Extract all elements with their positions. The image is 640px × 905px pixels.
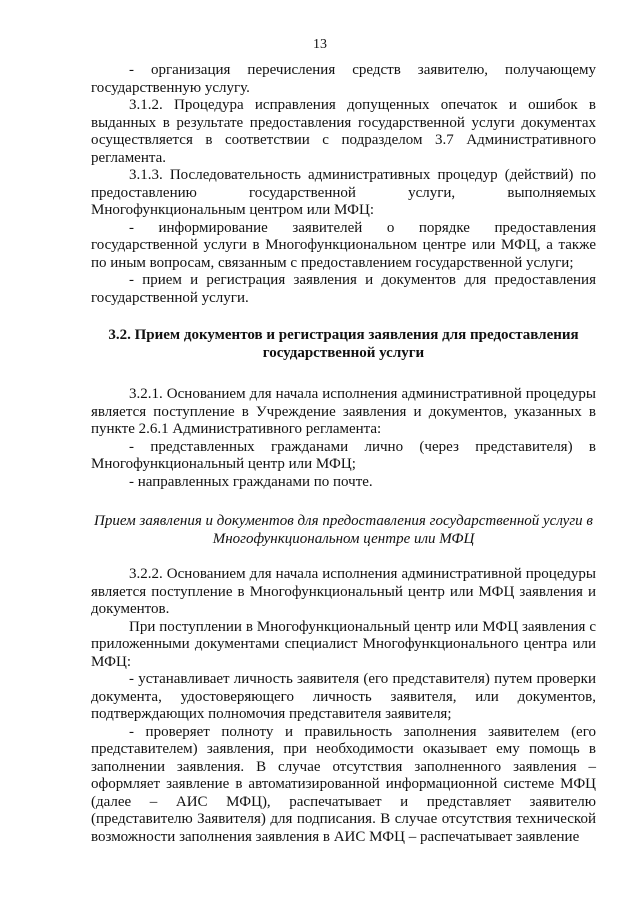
paragraph-in-person: - представленных гражданами лично (через представителя) в Многофункциональный центр или МФЦ; [91, 438, 596, 472]
page-body [91, 62, 596, 846]
paragraph-3-2-1: 3.2.1. Основанием для начала исполнения административной процедуры является поступление в Учреждение заявления и документов, указанных в пункте 2.6.1 Административного регламента: [91, 386, 596, 437]
paragraph-form-check: - проверяет полноту и правильность заполнения заявителем (его представителем) заявления, при необходимости оказывает ему помощь в заполнении заявления. В случае отсутствия заполненного заявления – оформляет заявление в автоматизированной информационной системе МФЦ (далее – АИС МФЦ), распечатывает и представляет заявителю (представителю Заявителя) для подписания. В случае отсутствия технической возможности заполнения заявления в АИС МФЦ – распечатывает заявление [91, 723, 596, 845]
paragraph-3-1-3: 3.1.3. Последовательность административных процедур (действий) по предоставлению государственной услуги, выполняемых Многофункциональным центром или МФЦ: [91, 167, 596, 218]
paragraph-informing: - информирование заявителей о порядке предоставления государственной услуги в Многофункциональном центре или МФЦ, а также по иным вопросам, связанным с предоставлением государственной услуги; [91, 219, 596, 271]
section-heading-3-2: 3.2. Прием документов и регистрация заявления для предоставления государственной услуги [108, 327, 579, 361]
paragraph-specialist-actions: При поступлении в Многофункциональный центр или МФЦ заявления с приложенными документами специалист Многофункционального центра или МФЦ: [91, 618, 596, 670]
paragraph-3-1-2: 3.1.2. Процедура исправления допущенных опечаток и ошибок в выданных в результате предоставления государственной услуги документах осуществляется в соответствии с подразделом 3.7 Административного регламента. [91, 97, 596, 166]
paragraph-by-mail: - направленных гражданами по почте. [129, 473, 373, 490]
page-number: 13 [313, 37, 327, 52]
paragraph-reception-registration: - прием и регистрация заявления и документов для предоставления государственной услуги. [91, 272, 596, 306]
paragraph-3-2-2: 3.2.2. Основанием для начала исполнения административной процедуры является поступление в Многофункциональный центр или МФЦ заявления и документов. [91, 566, 596, 617]
paragraph-identity-check: - устанавливает личность заявителя (его представителя) путем проверки документа, удостоверяющего личность заявителя, или документов, подтверждающих полномочия представителя заявителя; [91, 671, 596, 722]
subheading-mfc-reception: Прием заявления и документов для предоставления государственной услуги в Многофункциональном центре или МФЦ [94, 513, 593, 547]
paragraph-funds-transfer: - организация перечисления средств заявителю, получающему государственную услугу. [91, 62, 596, 96]
